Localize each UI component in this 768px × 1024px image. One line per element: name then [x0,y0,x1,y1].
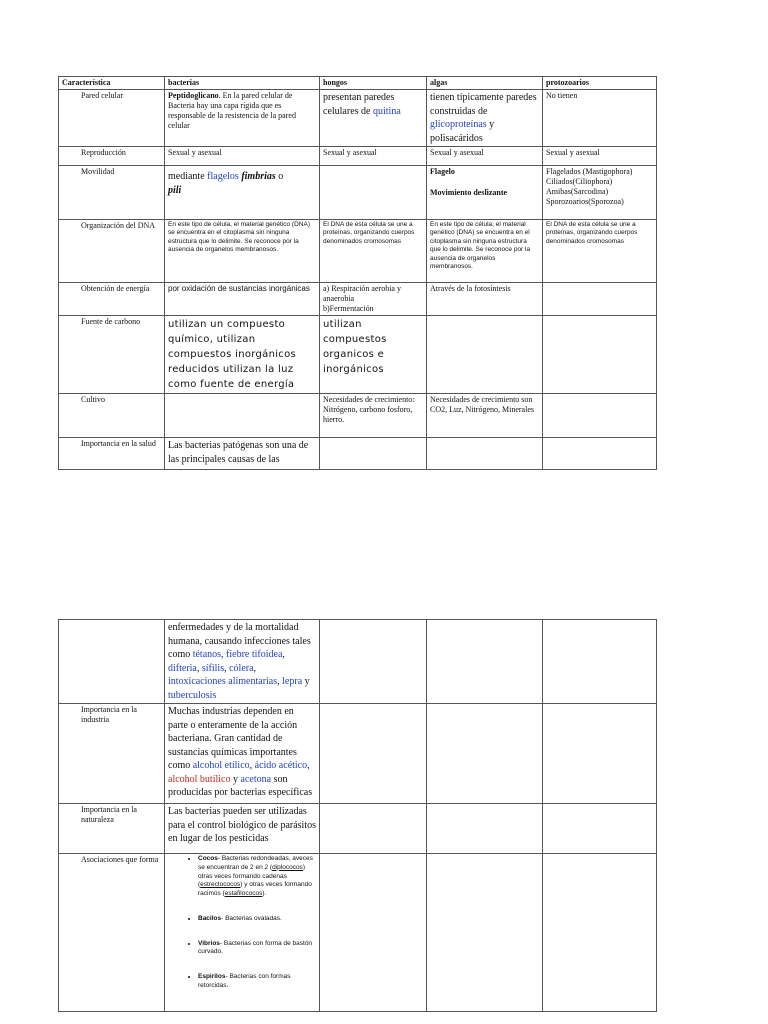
cell-energia-protozoarios [543,283,657,316]
table-row-salud [59,438,657,470]
list-item-espirilos: • Espirilos- Bacterias con formas retorcidas. [198,973,316,991]
cell-cultivo-protozoarios [543,394,657,438]
cell-movilidad-bacterias: mediante flagelos fimbrias o pili [165,166,320,220]
row-label-industria: Importancia en la industria [59,704,165,804]
table-row-industria [59,704,657,804]
cell-cultivo-hongos: Necesidades de crecimiento: Nitrógeno, carbono fosforo, hierro. [320,394,427,438]
cell-pared-algas: tienen típicamente paredes construidas de glicoproteínas y polisacáridos [427,90,543,147]
header-bacterias: bacterias [165,77,320,90]
cell-pared-protozoarios: No tienen [543,90,657,147]
cell-asociaciones-bacterias [165,854,320,1012]
row-label-dna: Organización del DNA [59,220,165,283]
cell-industria-bacterias: Muchas industrias dependen en parte o enteramente de la acción bacteriana. Gran cantidad de sustancias químicas importantes como alcohol etílico, ácido acético, alcohol butílico y acetona son producidas por bacterias específicas [165,704,320,804]
header-caracteristica: Característica [59,77,165,90]
cell-salud-hongos-continued [320,620,427,704]
link-glicoproteinas[interactable]: glicoproteínas [430,119,487,130]
link-alcohol-etilico[interactable]: alcohol etílico [192,760,250,771]
cell-industria-hongos [320,704,427,804]
cell-carbono-algas [427,316,543,394]
cell-salud-hongos [320,438,427,470]
cell-movilidad-algas: Flagelo Movimiento deslizante [427,166,543,220]
cell-energia-hongos: a) Respiración aerobia y anaerobia b)Fermentación [320,283,427,316]
link-intoxicaciones[interactable]: intoxicaciones alimentarias [168,676,278,687]
link-fiebre-tifoidea[interactable]: fiebre tifoidea [226,649,283,660]
cell-industria-protozoarios [543,704,657,804]
header-hongos: hongos [320,77,427,90]
cell-salud-algas-continued [427,620,543,704]
cell-reproduccion-protozoarios: Sexual y asexual [543,147,657,166]
cell-dna-algas: En este tipo de célula, el material genético (DNA) se encuentra en el citoplasma sin ninguna estructura que lo delimite. Se reconoce por la ausencia de organelos membranosos. [427,220,543,283]
cell-energia-algas: Através de la fotosíntesis [427,283,543,316]
link-lepra[interactable]: lepra [282,676,303,687]
cell-dna-hongos: El DNA de esta célula se une a proteínas, organizando cuerpos denominados cromosomas [320,220,427,283]
list-item-cocos: • Cocos- Bacterias redondeadas, aveces se encuentran de 2 en 2 (diplococos) otras veces formando cadenas (estrectococos) y otras veces formando racimos (estafilococos). [198,855,316,899]
cell-naturaleza-hongos [320,804,427,854]
cell-cultivo-algas: Necesidades de crecimiento son CO2, Luz, Nitrógeno, Minerales [427,394,543,438]
cell-salud-protozoarios-continued [543,620,657,704]
cell-asociaciones-hongos [320,854,427,1012]
cell-salud-bacterias-continued: enfermedades y de la mortalidad humana, causando infecciones tales como tétanos, fiebre tifoidea, difteria, sífilis, cólera, intoxicaciones alimentarias, lepra y tuberculosis [165,620,320,704]
cell-energia-bacterias: por oxidación de sustancias inorgánicas [165,283,320,316]
table-row-cultivo [59,394,657,438]
table-row-reproduccion [59,147,657,166]
comparison-table-page2 [58,619,657,1012]
cell-movilidad-protozoarios: Flagelados (Mastigophora) Ciliados(Ciliophora) Amibas(Sarcodina) Sporozoarios(Sporozoa) [543,166,657,220]
row-label-salud-continued [59,620,165,704]
cell-carbono-hongos: utilizan compuestos organicos e inorgánicos [320,316,427,394]
table-header-row [59,77,657,90]
table-row-salud-continued [59,620,657,704]
link-quitina[interactable]: quitina [372,105,401,117]
row-label-carbono: Fuente de carbono [59,316,165,394]
row-label-naturaleza: Importancia en la naturaleza [59,804,165,854]
cell-pared-bacterias: Peptidoglicano. En la pared celular de Bacteria hay una capa rígida que es responsable de la resistencia de la pared celular [165,90,320,147]
list-item-bacilos: • Bacilos- Bacterias ovaladas. [198,915,316,924]
cell-carbono-bacterias: utilizan un compuesto químico, utilizan compuestos inorgánicos reducidos utilizan la luz como fuente de energía [165,316,320,394]
link-alcohol-butilico[interactable]: alcohol butílico [168,773,231,785]
link-difteria[interactable]: difteria [168,662,197,674]
cell-naturaleza-algas [427,804,543,854]
link-tetanos[interactable]: tétanos [192,649,222,660]
comparison-table-page1 [58,76,657,470]
table-row-naturaleza [59,804,657,854]
cell-naturaleza-protozoarios [543,804,657,854]
cell-salud-bacterias: Las bacterias patógenas son una de las principales causas de las [165,438,320,470]
cell-salud-protozoarios [543,438,657,470]
table-row-energia [59,283,657,316]
link-colera[interactable]: cólera [229,662,254,674]
cell-reproduccion-bacterias: Sexual y asexual [165,147,320,166]
row-label-movilidad: Movilidad [59,166,165,220]
shapes-list [168,855,316,991]
cell-asociaciones-algas [427,854,543,1012]
row-label-energia: Obtención de energía [59,283,165,316]
table-row-asociaciones [59,854,657,1012]
list-item-vibrios: • Vibrios- Bacterias con forma de bastón curvado. [198,940,316,958]
table-row-dna [59,220,657,283]
cell-dna-bacterias: En este tipo de célula, el material genético (DNA) se encuentra en el citoplasma sin ninguna estructura que lo delimite. Se reconoce por la ausencia de organelos membranosos. [165,220,320,283]
cell-carbono-protozoarios [543,316,657,394]
cell-naturaleza-bacterias: Las bacterias pueden ser utilizadas para el control biológico de parásitos en lugar de los pesticidas [165,804,320,854]
cell-industria-algas [427,704,543,804]
row-label-pared: Pared celular [59,90,165,147]
cell-reproduccion-hongos: Sexual y asexual [320,147,427,166]
cell-cultivo-bacterias [165,394,320,438]
cell-reproduccion-algas: Sexual y asexual [427,147,543,166]
header-protozoarios: protozoarios [543,77,657,90]
cell-salud-algas [427,438,543,470]
link-acido-acetico[interactable]: ácido acético [254,760,308,771]
cell-asociaciones-protozoarios [543,854,657,1012]
table-row-carbono [59,316,657,394]
cell-pared-hongos: presentan paredes celulares de quitina [320,90,427,147]
link-acetona[interactable]: acetona [240,773,272,785]
row-label-reproduccion: Reproducción [59,147,165,166]
header-algas: algas [427,77,543,90]
table-row-movilidad [59,166,657,220]
table-row-pared [59,90,657,147]
link-tuberculosis[interactable]: tuberculosis [168,689,217,701]
cell-dna-protozoarios: El DNA de esta célula se une a proteínas, organizando cuerpos denominados cromosomas [543,220,657,283]
row-label-salud: Importancia en la salud [59,438,165,470]
row-label-asociaciones: Asociaciones que forma [59,854,165,1012]
link-flagelos[interactable]: flagelos [207,171,239,182]
link-sifilis[interactable]: sífilis [201,662,225,674]
row-label-cultivo: Cultivo [59,394,165,438]
cell-movilidad-hongos [320,166,427,220]
